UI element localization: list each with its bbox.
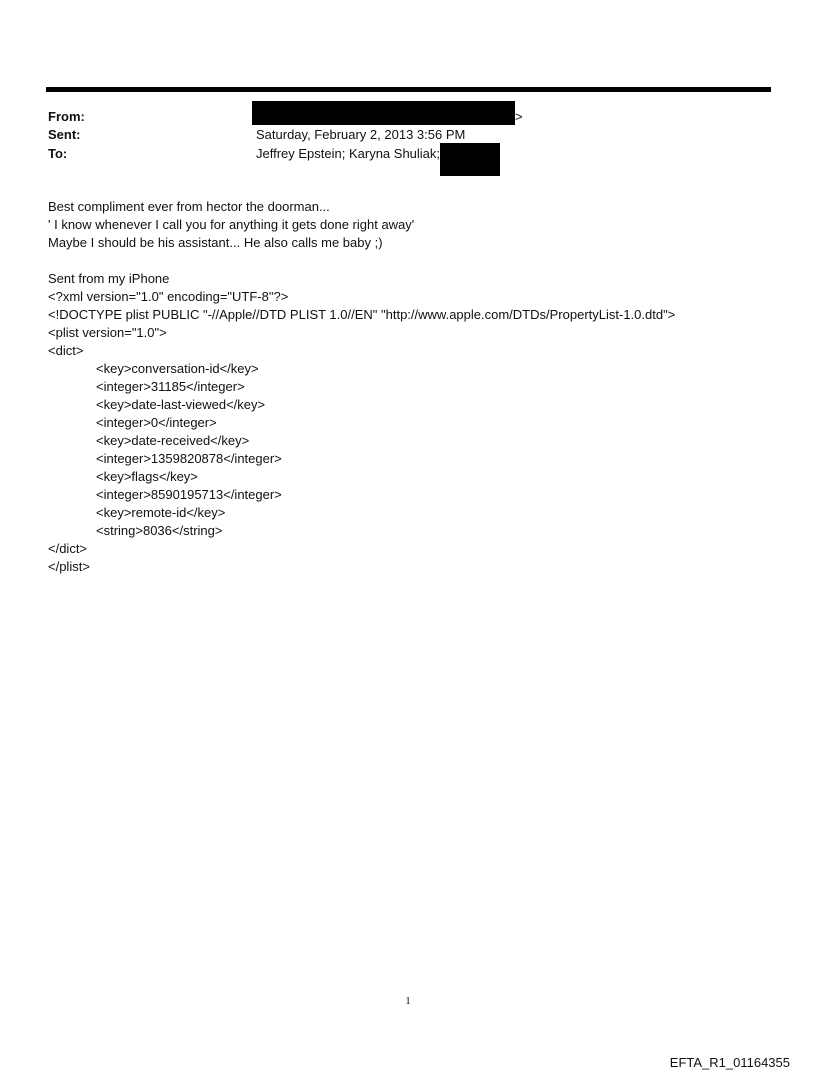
plist-entry: <key>conversation-id</key> (96, 361, 259, 376)
plist-entry: <key>flags</key> (96, 469, 198, 484)
plist-entry: <integer>1359820878</integer> (96, 451, 282, 466)
dict-open: <dict> (48, 343, 84, 358)
document-id: EFTA_R1_01164355 (669, 1055, 790, 1070)
plist-entry: <key>date-last-viewed</key> (96, 397, 266, 412)
plist-open: <plist version="1.0"> (48, 325, 167, 340)
to-value: Jeffrey Epstein; Karyna Shuliak; (256, 146, 441, 161)
to-redaction (440, 143, 500, 176)
plist-entry: <integer>31185</integer> (96, 379, 245, 394)
plist-entry: <integer>0</integer> (96, 415, 217, 430)
header-divider (46, 87, 771, 92)
plist-entry: <string>8036</string> (96, 523, 223, 538)
page-number: 1 (405, 995, 411, 1007)
plist-entry: <key>date-received</key> (96, 433, 250, 448)
sent-value: Saturday, February 2, 2013 3:56 PM (256, 127, 466, 142)
xml-declaration: <?xml version="1.0" encoding="UTF-8"?> (48, 289, 289, 304)
plist-entry: <key>remote-id</key> (96, 505, 226, 520)
body-line: ' I know whenever I call you for anything it gets done right away' (48, 217, 415, 232)
plist-close: </plist> (48, 559, 90, 574)
doctype-line: <!DOCTYPE plist PUBLIC "-//Apple//DTD PLIST 1.0//EN" "http://www.apple.com/DTDs/PropertyList-1.0.dtd"> (48, 307, 676, 322)
to-label: To: (48, 146, 68, 161)
dict-close: </dict> (48, 541, 88, 556)
sent-label: Sent: (48, 127, 81, 142)
body-line: Best compliment ever from hector the doorman... (48, 199, 330, 214)
from-value-tail: > (515, 109, 523, 124)
from-redaction (252, 101, 515, 125)
body-line: Maybe I should be his assistant... He also calls me baby ;) (48, 235, 383, 250)
email-body (48, 198, 768, 576)
plist-entry: <integer>8590195713</integer> (96, 487, 282, 502)
from-label: From: (48, 109, 85, 124)
signature: Sent from my iPhone (48, 271, 170, 286)
